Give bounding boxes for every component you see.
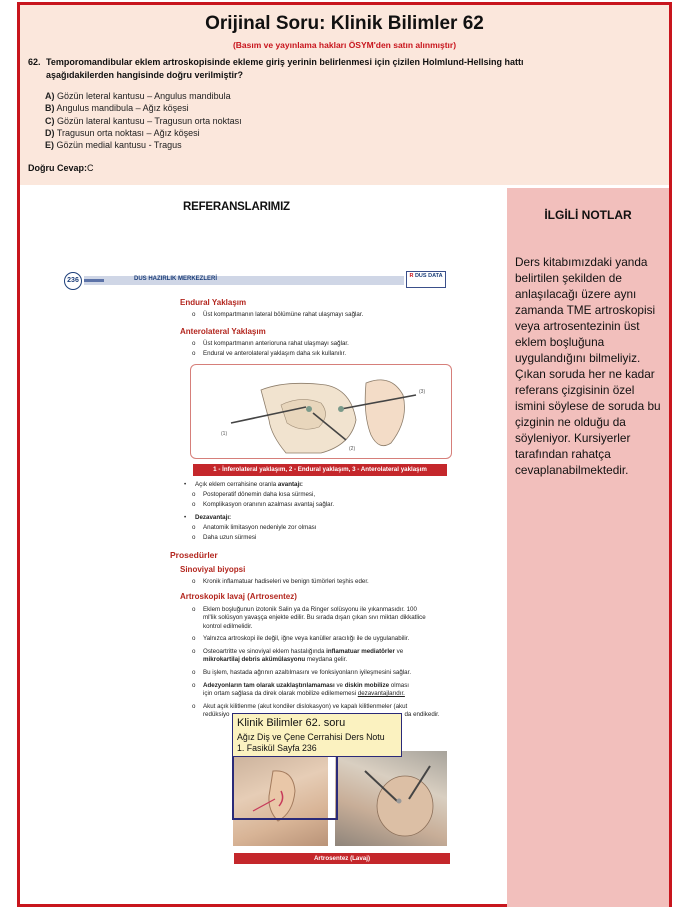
notes-heading: İLGİLİ NOTLAR — [544, 208, 632, 222]
text-endural: o Üst kompartmanın lateral bölümüne rahat ulaşmayı sağlar. — [192, 311, 364, 318]
callout-highlight-frame — [232, 757, 338, 820]
rights-notice: (Basım ve yayınlama hakları ÖSYM'den satın alınmıştır) — [232, 40, 457, 50]
option-a: A) Gözün leteral kantusu – Angulus mandibula — [45, 91, 231, 101]
lavage-caption: Artrosentez (Lavaj) — [234, 853, 450, 864]
book-header-accent — [84, 279, 104, 282]
option-list — [45, 90, 242, 151]
arthrocentesis-photo-procedure — [335, 751, 447, 846]
heading-prosedurler: Prosedürler — [170, 550, 218, 560]
book-header-stripe — [84, 276, 404, 285]
notes-text: Ders kitabımızdaki yanda belirtilen şekilden de anlaşılacağı üzere aynı zamanda TME artroskopisi veya artrosentezinin üst eklem boşluğuna uygulandığını bilmeliyiz. Çıkan soruda her ne kadar referans çizgisinin özel ismini söylese de soruda bu çizginin ne olduğu da söyleniyor. Kursiyerler tarafından rahatça cevaplanabilmektedir. — [515, 255, 661, 477]
page-title: Orijinal Soru: Klinik Bilimler 62 — [205, 13, 484, 34]
correct-answer: Doğru Cevap:C — [28, 163, 94, 173]
text-dezavantaj: • Dezavantajı: — [184, 514, 232, 521]
text-lavaj-6: o Akut açık kilitlenme (akut kondiler dislokasyon) ve kapalı kilitlenmeler (akut redüksiyo da endikedir. — [192, 703, 440, 719]
reference-callout — [232, 713, 402, 757]
text-lavaj-2: o Yalnızca artroskopi ile değil, iğne veya kanüller aracılığı ile de uygulanabilir. — [192, 635, 410, 642]
callout-page: 1. Fasikül Sayfa 236 — [237, 743, 317, 753]
callout-title: Klinik Bilimler 62. soru — [237, 717, 346, 729]
question-panel — [20, 5, 669, 185]
references-heading: REFERANSLARIMIZ — [183, 201, 290, 213]
text-dz-2: o Daha uzun sürmesi — [192, 534, 257, 541]
text-lavaj-5: o Adezyonların tam olarak uzaklaştırılamaması ve diskin mobilize olması için ortam sağlasa da direk olarak mobilize edilememesi dezavantajlarıdır. — [192, 682, 410, 698]
book-page-number: 236 — [64, 272, 82, 290]
text-sinovyal: o Kronik inflamatuar hadiseleri ve benign tümörleri teşhis eder. — [192, 578, 369, 585]
heading-endural: Endural Yaklaşım — [180, 298, 247, 307]
option-e: E) Gözün medial kantusu - Tragus — [45, 140, 182, 151]
heading-anterolateral: Anterolateral Yaklaşım — [180, 327, 266, 336]
callout-source: Ağız Diş ve Çene Cerrahisi Ders Notu — [237, 732, 385, 742]
option-c: C) Gözün lateral kantusu – Tragusun orta noktası — [45, 115, 242, 126]
heading-sinovyal: Sinoviyal biyopsi — [180, 565, 246, 574]
heading-lavaj: Artroskopik lavaj (Artrosentez) — [180, 592, 297, 601]
text-antero-1: o Üst kompartmanın anterioruna rahat ulaşmayı sağlar. — [192, 340, 349, 347]
text-avantaj: • Açık eklem cerrahisine oranla avantajı: — [184, 481, 303, 488]
approach-figure — [190, 364, 452, 459]
question-stem-line1: Temporomandibular eklem artroskopisinde ekleme giriş yerinin belirlenmesi için çizilen Holmlund-Hellsing hattı — [46, 57, 524, 67]
svg-text:(3): (3) — [419, 389, 426, 395]
question-number: 62. — [28, 57, 41, 67]
book-logo: R DUS DATA — [406, 271, 446, 288]
figure-caption: 1 - İnferolateral yaklaşım, 2 - Endural yaklaşım, 3 - Anterolateral yaklaşım — [193, 464, 447, 476]
text-av-1: o Postoperatif dönemin daha kısa sürmesi, — [192, 491, 316, 498]
text-antero-2: o Endural ve anterolateral yaklaşım daha sık kullanılır. — [192, 350, 347, 357]
text-lavaj-3: o Osteoartritte ve sinoviyal eklem hastalığında inflamatuar mediatörler ve mikrokartilaj debris akümülasyonu meydana gelir. — [192, 648, 404, 664]
text-lavaj-1: o Eklem boşluğunun izotonik Salin ya da Ringer solüsyonu ile yıkanmasıdır. 100 ml'lik solüsyon yavaşça enjekte edilir. Bu sırada dışarı çıkan sıvı miktarı dikkatlice kontrol edilmelidir. — [192, 606, 426, 630]
question-stem-line2: aşağıdakilerden hangisinde doğru verilmiştir? — [46, 70, 244, 80]
notes-column — [507, 188, 669, 907]
page-frame — [17, 2, 672, 907]
text-av-2: o Komplikasyon oranının azalması avantaj sağlar. — [192, 501, 335, 508]
question-stem — [28, 56, 648, 82]
book-series-title: DUS HAZIRLIK MERKEZLERİ — [134, 276, 217, 282]
text-dz-1: o Anatomik limitasyon nedeniyle zor olması — [192, 524, 317, 531]
option-d: D) Tragusun orta noktası – Ağız köşesi — [45, 127, 200, 138]
option-b: B) Angulus mandibula – Ağız köşesi — [45, 103, 189, 114]
svg-text:(1): (1) — [221, 431, 228, 437]
ear-anatomy-illustration — [191, 365, 453, 460]
svg-text:(2): (2) — [349, 446, 356, 452]
text-lavaj-4: o Bu işlem, hastada ağrının azaltılmasını ve fonksiyonların iyileşmesini sağlar. — [192, 669, 412, 676]
